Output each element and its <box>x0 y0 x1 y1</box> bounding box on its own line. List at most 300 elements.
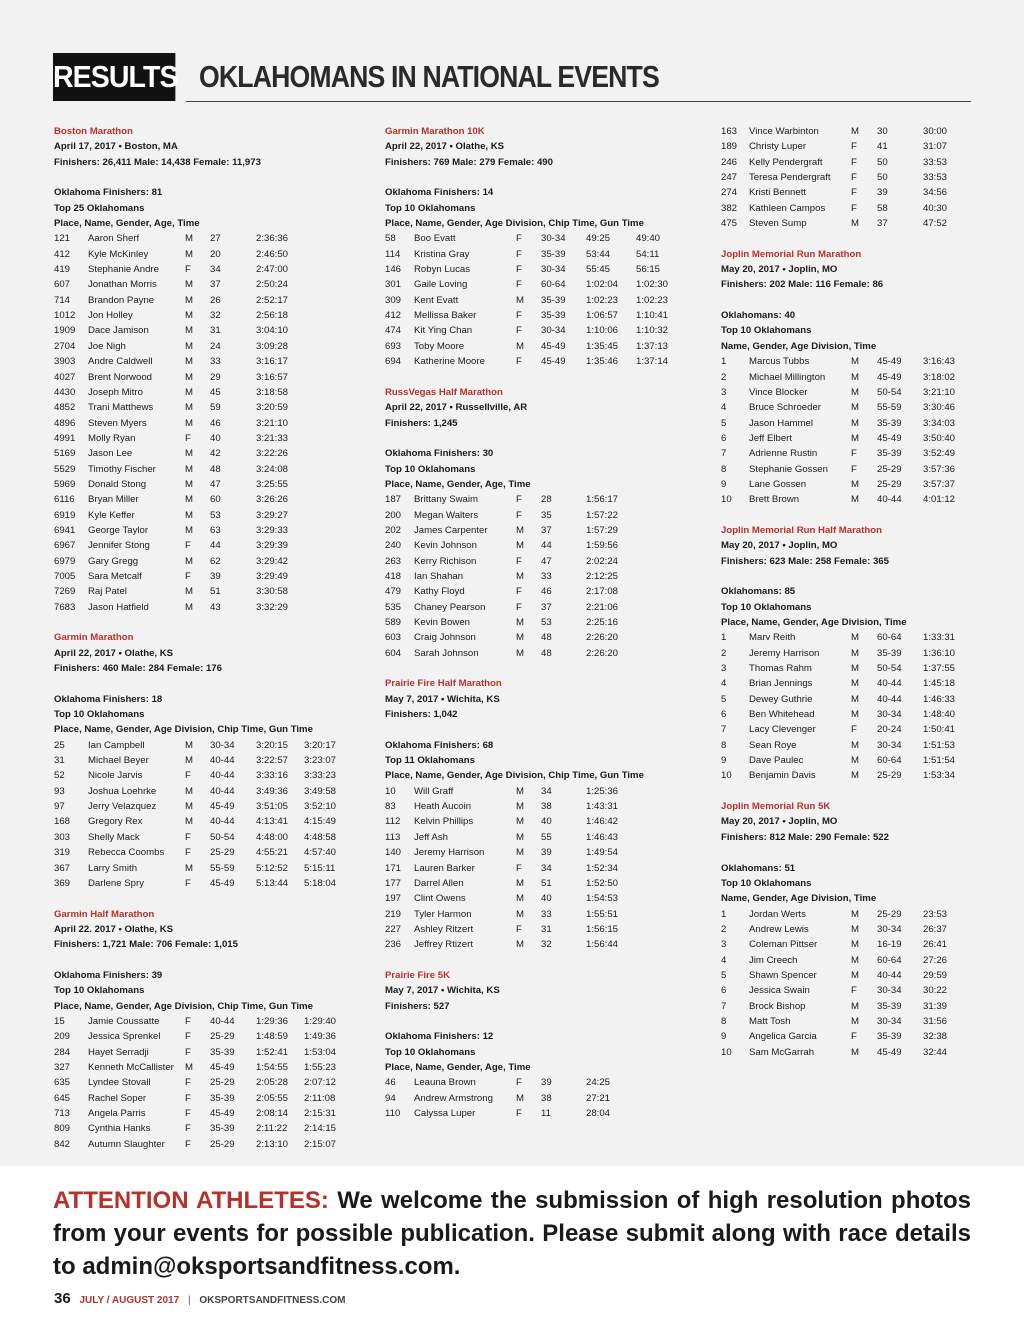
top-oklahomans: Top 25 Oklahomans <box>54 202 145 214</box>
spacer <box>385 953 685 968</box>
time: 3:52:49 <box>923 448 956 460</box>
place: 7005 <box>54 570 76 582</box>
gender: F <box>185 770 191 782</box>
runner-name: Jeremy Harrison <box>749 647 820 659</box>
result-row <box>385 861 685 876</box>
place: 7683 <box>54 601 76 613</box>
gender: M <box>516 632 524 644</box>
place: 607 <box>54 279 71 291</box>
chip-time: 1:35:45 <box>586 340 619 352</box>
time: 2:36:36 <box>256 233 289 245</box>
results-header: Place, Name, Gender, Age, Time <box>54 218 200 230</box>
time: 1:59:56 <box>586 540 619 552</box>
runner-name: Jason Lee <box>88 448 133 460</box>
time: 28:04 <box>586 1108 611 1119</box>
place: 713 <box>54 1108 71 1119</box>
place: 412 <box>385 310 402 322</box>
place: 163 <box>721 126 738 137</box>
gender: M <box>185 816 193 828</box>
place: 5 <box>721 417 727 429</box>
place: 4430 <box>54 386 76 398</box>
event-date-location: May 7, 2017 • Wichita, KS <box>385 693 500 705</box>
issue-date: JULY / AUGUST 2017 <box>79 1295 180 1306</box>
result-row <box>721 416 981 431</box>
time: 3:21:33 <box>256 432 289 444</box>
place: 140 <box>385 847 402 859</box>
age: 47 <box>210 478 221 490</box>
time: 3:34:03 <box>923 417 956 429</box>
gender: F <box>851 724 857 736</box>
result-row <box>54 462 354 477</box>
gender: M <box>185 478 193 490</box>
time: 31:39 <box>923 1000 948 1012</box>
time: 1:57:22 <box>586 509 619 521</box>
gender: F <box>185 1138 191 1150</box>
runner-name: Angela Parris <box>88 1108 146 1119</box>
result-row <box>54 845 354 860</box>
gender: F <box>185 264 191 276</box>
result-row <box>721 185 981 200</box>
gender: M <box>851 371 859 383</box>
age-division: 16-19 <box>877 939 902 951</box>
runner-name: Tyler Harmon <box>414 908 472 920</box>
time: 47:52 <box>923 218 948 230</box>
results-header: Place, Name, Gender, Age Division, Time <box>721 617 907 628</box>
result-row <box>54 1106 354 1121</box>
age-division: 45-49 <box>877 356 902 368</box>
runner-name: Kelly Pendergraft <box>749 156 823 168</box>
gender: F <box>516 279 522 291</box>
gender: M <box>185 509 193 521</box>
gender: M <box>185 494 193 506</box>
age: 37 <box>210 279 221 291</box>
result-row <box>54 354 354 369</box>
results-column-3 <box>721 124 981 1060</box>
result-row <box>54 1045 354 1060</box>
place: 382 <box>721 202 738 214</box>
runner-name: Jim Creech <box>749 954 798 966</box>
place: 645 <box>54 1092 71 1104</box>
result-row <box>385 907 685 922</box>
runner-name: Teresa Pendergraft <box>749 172 831 184</box>
age-division: 45-49 <box>210 877 235 889</box>
time: 1:25:36 <box>586 785 619 797</box>
gender: F <box>185 847 191 859</box>
place: 263 <box>385 555 402 567</box>
results-header: Place, Name, Gender, Age Division, Chip Time, Gun Time <box>385 218 644 230</box>
place: 3903 <box>54 356 76 368</box>
gun-time: 49:40 <box>636 233 661 245</box>
time: 1:48:40 <box>923 709 956 721</box>
age: 60 <box>210 494 221 506</box>
runner-name: Joe Nigh <box>88 340 126 352</box>
runner-name: James Carpenter <box>414 524 488 536</box>
runner-name: Katherine Moore <box>414 356 485 368</box>
runner-name: Matt Tosh <box>749 1015 791 1027</box>
result-row <box>385 354 685 369</box>
runner-name: Megan Walters <box>414 509 479 521</box>
runner-name: Steven Sump <box>749 218 807 230</box>
page-header <box>53 53 971 102</box>
time: 3:30:46 <box>923 402 956 414</box>
place: 4 <box>721 954 727 966</box>
gender: F <box>185 432 191 444</box>
runner-name: Sara Metcalf <box>88 570 142 582</box>
place: 240 <box>385 540 402 552</box>
age: 39 <box>541 847 552 859</box>
age: 40 <box>210 432 221 444</box>
age-division: 50-54 <box>210 831 235 843</box>
runner-name: Jeffrey Rtizert <box>414 939 474 951</box>
spacer <box>54 170 354 185</box>
age-division: 40-44 <box>877 494 902 506</box>
gender: F <box>185 1123 191 1135</box>
gender: M <box>851 1015 859 1027</box>
gender: M <box>185 586 193 598</box>
place: 9 <box>721 478 727 490</box>
result-row <box>721 983 981 998</box>
time: 27:26 <box>923 954 948 966</box>
gender: M <box>516 540 524 552</box>
time: 1:46:43 <box>586 831 619 843</box>
result-row <box>721 738 981 753</box>
spacer <box>385 170 685 185</box>
footer-separator: | <box>187 1295 191 1306</box>
gun-time: 3:20:17 <box>304 739 337 751</box>
place: 4 <box>721 402 727 414</box>
chip-time: 1:29:36 <box>256 1015 289 1027</box>
results-column-1 <box>54 124 354 1152</box>
results-header: Place, Name, Gender, Age Division, Chip Time, Gun Time <box>385 770 644 782</box>
results-header: Place, Name, Gender, Age, Time <box>385 1061 531 1073</box>
age-division: 30-34 <box>877 985 902 997</box>
runner-name: Joseph Mitro <box>88 386 143 398</box>
runner-name: Kathy Floyd <box>414 586 465 598</box>
result-row <box>54 814 354 829</box>
runner-name: Will Graff <box>414 785 454 797</box>
age-division: 25-29 <box>210 1031 235 1043</box>
result-row <box>385 814 685 829</box>
time: 1:56:44 <box>586 939 619 951</box>
place: 114 <box>385 248 401 260</box>
result-row <box>54 339 354 354</box>
age: 38 <box>541 1092 552 1104</box>
place: 1 <box>721 632 727 644</box>
time: 2:26:20 <box>586 647 619 659</box>
notice-body: We welcome the submission of high resolution photos from your events for possible publication. Please submit along with race details to admin@oksportsandfitness.com. <box>53 1187 972 1280</box>
place: 418 <box>385 570 402 582</box>
runner-name: Andrew Lewis <box>749 923 809 935</box>
notice-message <box>53 1184 971 1283</box>
gender: M <box>516 816 524 828</box>
chip-time: 1:54:55 <box>256 1061 289 1073</box>
runner-name: Lauren Barker <box>414 862 475 874</box>
runner-name: Stephanie Gossen <box>749 463 828 475</box>
age-division: 30-34 <box>877 739 902 751</box>
runner-name: Raj Patel <box>88 586 127 598</box>
result-row <box>721 400 981 415</box>
result-row <box>385 891 685 906</box>
result-row <box>385 646 685 661</box>
runner-name: Boo Evatt <box>414 233 456 245</box>
age-division: 25-29 <box>877 908 902 920</box>
result-row <box>385 784 685 799</box>
time: 2:46:50 <box>256 248 289 260</box>
result-row <box>54 753 354 768</box>
place: 246 <box>721 156 738 168</box>
chip-time: 1:35:46 <box>586 356 619 368</box>
runner-name: Kit Ying Chan <box>414 325 473 337</box>
age-division: 25-29 <box>210 847 235 859</box>
runner-name: Gaile Loving <box>414 279 468 291</box>
runner-name: Jonathan Morris <box>88 279 157 291</box>
age-division: 35-39 <box>877 417 902 429</box>
runner-name: Toby Moore <box>414 340 465 352</box>
place: 7 <box>721 724 727 736</box>
result-row <box>54 400 354 415</box>
result-row <box>54 523 354 538</box>
oklahoma-finishers: Oklahoma Finishers: 12 <box>385 1031 494 1043</box>
runner-name: Hayet Serradji <box>88 1046 149 1058</box>
age-division: 40-44 <box>877 969 902 981</box>
place: 94 <box>385 1092 396 1104</box>
runner-name: Sam McGarrah <box>749 1046 815 1058</box>
result-row <box>721 1014 981 1029</box>
result-row <box>721 431 981 446</box>
result-row <box>385 247 685 262</box>
age: 55 <box>541 831 552 843</box>
chip-time: 55:45 <box>586 264 611 276</box>
age: 43 <box>210 601 221 613</box>
time: 3:21:10 <box>923 386 956 398</box>
runner-name: Calyssa Luper <box>414 1108 476 1119</box>
runner-name: Lane Gossen <box>749 478 807 490</box>
runner-name: Michael Millington <box>749 371 826 383</box>
spacer <box>385 370 685 385</box>
age-division: 35-39 <box>541 310 566 322</box>
age-division: 35-39 <box>210 1046 235 1058</box>
time: 2:52:17 <box>256 294 289 306</box>
place: 284 <box>54 1046 71 1058</box>
age-division: 30-34 <box>877 1015 902 1027</box>
time: 3:21:10 <box>256 417 289 429</box>
result-row <box>721 1029 981 1044</box>
age: 59 <box>210 402 221 414</box>
runner-name: Nicole Jarvis <box>88 770 143 782</box>
age-division: 40-44 <box>877 678 902 690</box>
spacer <box>721 845 981 860</box>
place: 7 <box>721 1000 727 1012</box>
runner-name: Bryan Miller <box>88 494 139 506</box>
place: 4027 <box>54 371 76 383</box>
result-row <box>385 1106 685 1121</box>
runner-name: Gregory Rex <box>88 816 143 828</box>
gender: F <box>516 555 522 567</box>
place: 10 <box>385 785 396 797</box>
age: 46 <box>210 417 221 429</box>
runner-name: Cynthia Hanks <box>88 1123 151 1135</box>
gender: F <box>851 448 857 460</box>
result-row <box>385 600 685 615</box>
runner-name: Kevin Johnson <box>414 540 477 552</box>
event-finishers: Finishers: 460 Male: 284 Female: 176 <box>54 663 222 675</box>
event-finishers: Finishers: 623 Male: 258 Female: 365 <box>721 555 889 567</box>
runner-name: Brock Bishop <box>749 1000 806 1012</box>
result-row <box>54 231 354 246</box>
result-row <box>54 416 354 431</box>
age: 37 <box>541 524 552 536</box>
result-row <box>54 247 354 262</box>
gender: F <box>851 1031 857 1043</box>
gun-time: 1:02:30 <box>636 279 669 291</box>
time: 32:44 <box>923 1046 948 1058</box>
place: 177 <box>385 877 402 889</box>
top-oklahomans: Top 10 Oklahomans <box>385 1046 476 1058</box>
event-date-location: May 20, 2017 • Joplin, MO <box>721 264 838 276</box>
place: 303 <box>54 831 71 843</box>
time: 1:52:50 <box>586 877 619 889</box>
runner-name: Brian Jennings <box>749 678 813 690</box>
age-division: 55-59 <box>210 862 235 874</box>
result-row <box>54 1137 354 1152</box>
age: 20 <box>210 248 221 260</box>
oklahoma-finishers: Oklahoma Finishers: 30 <box>385 448 494 460</box>
gender: M <box>851 923 859 935</box>
time: 3:20:59 <box>256 402 289 414</box>
event-date-location: May 7, 2017 • Wichita, KS <box>385 985 500 997</box>
gender: M <box>851 954 859 966</box>
gender: M <box>185 801 193 813</box>
place: 168 <box>54 816 71 828</box>
page-number: 36 <box>54 1290 71 1307</box>
gender: F <box>516 310 522 322</box>
oklahoma-finishers: Oklahoma Finishers: 68 <box>385 739 494 751</box>
place: 10 <box>721 770 732 782</box>
result-row <box>385 554 685 569</box>
time: 27:21 <box>586 1092 611 1104</box>
place: 7269 <box>54 586 76 598</box>
age: 27 <box>210 233 221 245</box>
place: 603 <box>385 632 402 644</box>
place: 97 <box>54 801 65 813</box>
time: 2:26:20 <box>586 632 619 644</box>
age-division: 55-59 <box>877 402 902 414</box>
spacer <box>54 953 354 968</box>
event-date-location: April 22, 2017 • Russellville, AR <box>385 402 528 414</box>
chip-time: 53:44 <box>586 248 611 260</box>
age-division: 30-34 <box>210 739 235 751</box>
place: 1012 <box>54 310 76 322</box>
gender: F <box>185 1108 191 1119</box>
runner-name: Kristi Bennett <box>749 187 807 199</box>
age: 35 <box>541 509 552 521</box>
age-division: 40-44 <box>210 1015 235 1027</box>
runner-name: George Taylor <box>88 524 149 536</box>
place: 479 <box>385 586 402 598</box>
gun-time: 56:15 <box>636 264 661 276</box>
result-row <box>385 876 685 891</box>
gender: M <box>185 417 193 429</box>
runner-name: Ben Whitehead <box>749 709 815 721</box>
gender: M <box>851 417 859 429</box>
gender: M <box>516 570 524 582</box>
runner-name: Kristina Gray <box>414 248 470 260</box>
runner-name: Gary Gregg <box>88 555 139 567</box>
gun-time: 54:11 <box>636 248 660 260</box>
runner-name: Jessica Sprenkel <box>88 1031 161 1043</box>
runner-name: Jason Hammel <box>749 417 813 429</box>
runner-name: Kyle McKinley <box>88 248 149 260</box>
runner-name: Ian Shahan <box>414 570 464 582</box>
runner-name: Steven Myers <box>88 417 147 429</box>
chip-time: 1:02:23 <box>586 294 619 306</box>
gun-time: 4:57:40 <box>304 847 337 859</box>
age-division: 35-39 <box>541 294 566 306</box>
age-division: 45-49 <box>877 1046 902 1058</box>
gender: M <box>851 126 859 137</box>
runner-name: Shelly Mack <box>88 831 140 843</box>
runner-name: Jerry Velazquez <box>88 801 157 813</box>
time: 2:12:25 <box>586 570 619 582</box>
chip-time: 2:11:22 <box>256 1123 288 1135</box>
event-name: Joplin Memorial Run Half Marathon <box>721 524 882 536</box>
gender: F <box>516 264 522 276</box>
gender: M <box>851 386 859 398</box>
result-row <box>385 922 685 937</box>
place: 4991 <box>54 432 76 444</box>
event-date-location: April 17, 2017 • Boston, MA <box>54 141 178 153</box>
time: 3:50:40 <box>923 432 956 444</box>
gender: F <box>516 601 522 613</box>
spacer <box>385 1014 685 1029</box>
place: 1 <box>721 908 727 920</box>
results-header: Place, Name, Gender, Age Division, Chip Time, Gun Time <box>54 724 313 736</box>
time: 1:52:34 <box>586 862 619 874</box>
event-block <box>721 784 981 1060</box>
result-row <box>54 446 354 461</box>
oklahoma-finishers: Oklahoma Finishers: 14 <box>385 187 494 199</box>
time: 34:56 <box>923 187 948 199</box>
age: 48 <box>210 463 221 475</box>
event-block <box>721 231 981 507</box>
place: 6116 <box>54 494 75 506</box>
place: 367 <box>54 862 71 874</box>
time: 1:56:15 <box>586 923 619 935</box>
result-row <box>721 385 981 400</box>
gender: M <box>851 693 859 705</box>
time: 1:46:42 <box>586 816 619 828</box>
time: 40:30 <box>923 202 948 214</box>
time: 4:01:12 <box>923 494 956 506</box>
time: 3:29:42 <box>256 555 289 567</box>
age: 48 <box>541 632 552 644</box>
gender: F <box>516 1077 522 1089</box>
gun-time: 4:48:58 <box>304 831 337 843</box>
runner-name: Rachel Soper <box>88 1092 147 1104</box>
gender: M <box>851 356 859 368</box>
place: 121 <box>54 233 71 245</box>
runner-name: Jeff Elbert <box>749 432 793 444</box>
place: 1 <box>721 356 727 368</box>
age: 26 <box>210 294 221 306</box>
gender: M <box>851 755 859 767</box>
place: 419 <box>54 264 71 276</box>
chip-time: 2:08:14 <box>256 1108 289 1119</box>
time: 3:57:36 <box>923 463 956 475</box>
result-row <box>721 661 981 676</box>
result-row <box>385 1075 685 1090</box>
chip-time: 2:05:28 <box>256 1077 289 1089</box>
